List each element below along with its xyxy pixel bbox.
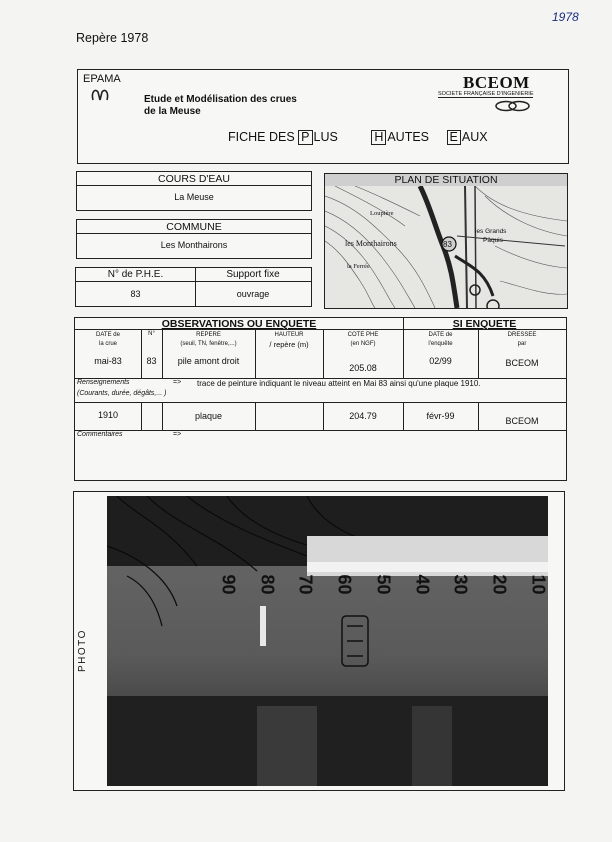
plan-label: PLAN DE SITUATION	[325, 174, 567, 186]
observations-table	[74, 317, 567, 481]
renseignements-sub: (Courants, durée, dégâts,... )	[77, 390, 167, 397]
row1-date-enquete: 02/99	[429, 356, 452, 366]
col-date-enquete: DATE de l'enquête	[428, 332, 453, 347]
support-label: Support fixe	[226, 269, 280, 280]
study-line-2: de la Meuse	[144, 106, 201, 117]
row2-dressee: BCEOM	[505, 416, 539, 426]
col-date: DATE de la crue	[96, 332, 120, 347]
study-line-1: Etude et Modélisation des crues	[144, 94, 297, 105]
row1-num: 83	[146, 356, 157, 366]
cours-eau-value: La Meuse	[174, 192, 214, 202]
gauge-tick-label: 30	[450, 573, 471, 595]
cours-eau-box	[76, 171, 312, 211]
title-part: AUX	[461, 130, 488, 144]
row1-date: mai-83	[94, 356, 122, 366]
company-logo: BCEOM	[463, 73, 530, 92]
arrow-2: =>	[173, 431, 182, 438]
col-repere: REPERE (seuil, TN, fenêtre,...)	[180, 332, 237, 347]
observations-label: OBSERVATIONS OU ENQUETE	[161, 318, 317, 330]
row1-repere: pile amont droit	[177, 356, 240, 366]
row2-cote: 204.79	[349, 411, 377, 421]
title-part: FICHE DES	[228, 130, 299, 144]
col-cote: COTE PHE (en NGF)	[347, 332, 379, 347]
col-num: N°	[148, 331, 155, 337]
gauge-tick-label: 80	[257, 573, 278, 595]
phe-label: N° de P.H.E.	[107, 269, 164, 280]
map-place-label: la Ferrée	[347, 263, 370, 270]
arrow-1: =>	[173, 379, 182, 386]
gauge-tick-label: 20	[489, 573, 510, 595]
situation-map	[325, 186, 567, 308]
title-boxed-letter: P	[298, 130, 312, 145]
map-town-label: les Monthairons	[345, 239, 397, 248]
photo-label: PHOTO	[77, 629, 88, 672]
renseignements-text: trace de peinture indiquant le niveau atteint en Mai 83 ainsi qu'une plaque 1910.	[197, 379, 481, 388]
gauge-tick-label: 90	[218, 573, 239, 595]
map-place-label: les Grands	[475, 228, 507, 235]
photo-box	[73, 491, 565, 791]
col-hauteur: HAUTEUR / repère (m)	[269, 332, 309, 349]
title-boxed-letter: E	[447, 130, 461, 145]
company-emblem-icon	[488, 100, 538, 112]
commune-label: COMMUNE	[166, 221, 222, 233]
cours-eau-label: COURS D'EAU	[157, 173, 230, 185]
handwritten-note: 1978	[552, 10, 579, 24]
form-title	[228, 130, 488, 145]
si-enquete-label: SI ENQUETE	[452, 318, 517, 330]
commune-box	[76, 219, 312, 259]
map-place-label: Pâquis	[483, 237, 503, 244]
map-marker-label: 83	[443, 240, 452, 249]
phe-value: 83	[130, 289, 141, 299]
title-part: LUS	[313, 130, 338, 144]
row2-date-enquete: févr-99	[426, 411, 455, 421]
commune-value: Les Monthairons	[160, 240, 228, 250]
support-value: ouvrage	[236, 289, 270, 299]
row2-date: 1910	[97, 410, 119, 420]
gauge-scale	[218, 568, 548, 600]
col-dressee: DRESSEE par	[507, 332, 537, 347]
row2-repere: plaque	[194, 411, 223, 421]
row1-cote: 205.08	[349, 363, 377, 373]
phe-support-box	[75, 267, 312, 307]
row1-dressee: BCEOM	[505, 358, 539, 368]
page-label: Repère 1978	[76, 31, 149, 45]
header-box	[77, 69, 569, 164]
gauge-tick-label: 70	[295, 573, 316, 595]
flood-mark-photo	[107, 496, 548, 786]
map-place-label: Loupière	[370, 210, 394, 217]
renseignements-label: Renseignements	[77, 379, 130, 386]
company-tagline: SOCIETE FRANÇAISE D'INGENIERIE	[438, 91, 534, 97]
gauge-tick-label: 50	[373, 573, 394, 595]
title-part: AUTES	[387, 130, 430, 144]
commentaires-label: Commentaires	[77, 431, 123, 438]
plan-box	[324, 173, 568, 309]
gauge-tick-label: 10	[528, 573, 549, 595]
title-boxed-letter: H	[371, 130, 386, 145]
gauge-tick-label: 40	[412, 573, 433, 595]
gauge-tick-label: 60	[334, 573, 355, 595]
aries-logo-icon	[90, 86, 110, 102]
org-name: EPAMA	[83, 73, 121, 85]
